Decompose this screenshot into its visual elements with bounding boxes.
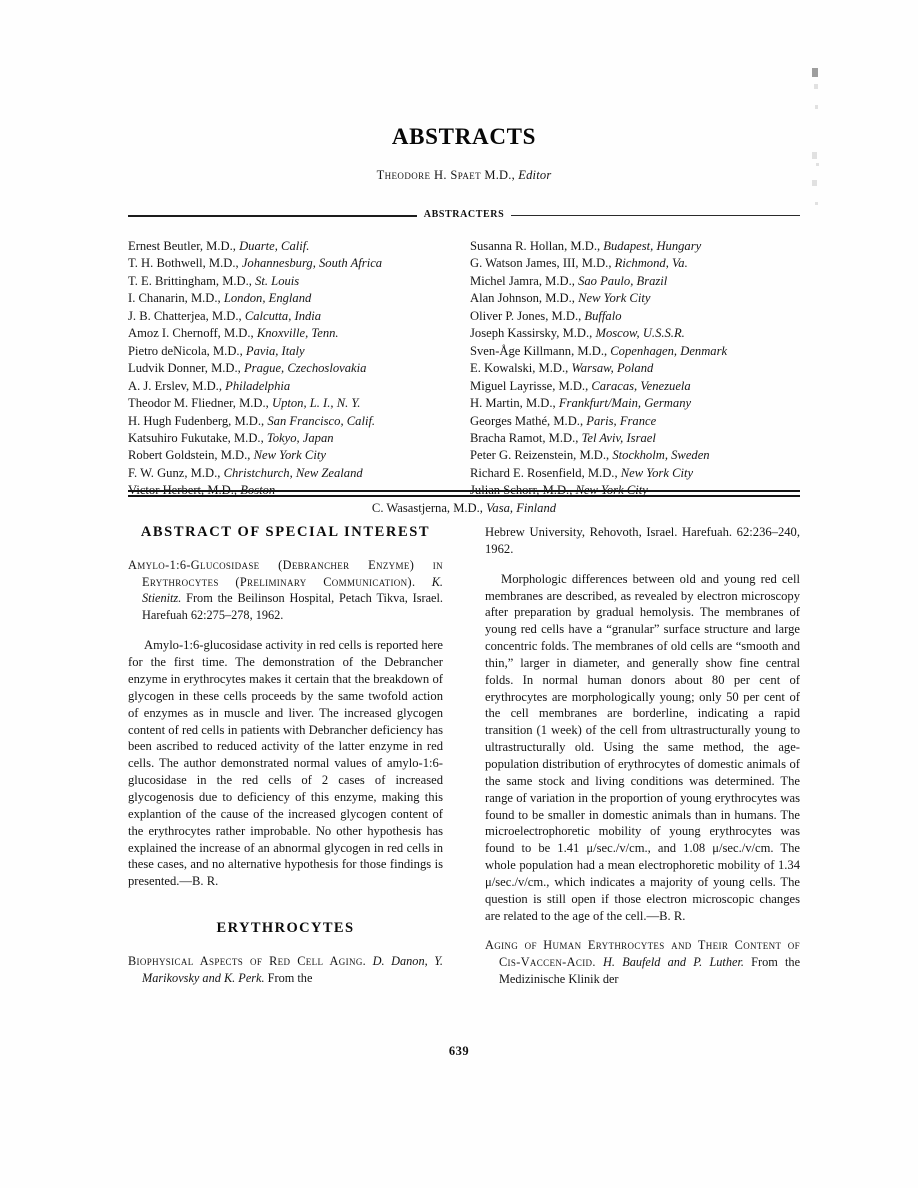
section-heading-special-interest: ABSTRACT OF SPECIAL INTEREST — [140, 524, 431, 540]
abstracter-name: Miguel Layrisse, M.D., — [470, 378, 592, 393]
abstracter-entry — [128, 238, 446, 255]
entry-authors: H. Baufeld and P. Luther. — [603, 955, 744, 969]
abstracter-entry — [128, 290, 446, 307]
abstracter-affiliation: Pavia, Italy — [245, 343, 305, 358]
abstract-entry-title-3 — [485, 937, 800, 987]
right-text-column — [485, 524, 800, 987]
abstracters-list — [128, 238, 800, 517]
abstracter-entry — [128, 255, 446, 272]
abstracter-affiliation: Duarte, Calif. — [239, 239, 310, 253]
scan-artifact — [816, 163, 819, 166]
abstracter-name: T. H. Bothwell, M.D., — [128, 256, 242, 271]
entry-title-caps: Biophysical Aspects of Red Cell Aging. — [128, 954, 367, 969]
scan-artifact — [814, 84, 818, 89]
abstracter-entry — [128, 343, 446, 360]
abstracter-entry — [470, 290, 800, 307]
abstracter-name: A. J. Erslev, M.D., — [128, 378, 226, 393]
abstracter-affiliation: Richmond, Va. — [614, 256, 688, 271]
abstracter-affiliation: Tokyo, Japan — [266, 430, 334, 445]
abstracter-affiliation: Christchurch, New Zealand — [223, 465, 363, 480]
editor-name: Theodore H. Spaet — [376, 168, 482, 182]
abstracter-affiliation: Paris, France — [586, 413, 657, 428]
body-columns — [128, 524, 800, 987]
abstracter-name: H. Martin, M.D., — [470, 396, 559, 411]
abstracter-entry — [128, 430, 446, 447]
abstracter-affiliation: New York City — [578, 291, 651, 306]
abstracters-label: ABSTRACTERS — [423, 209, 505, 220]
abstracter-affiliation: Prague, Czechoslovakia — [243, 361, 367, 376]
masthead — [128, 124, 800, 183]
abstracter-affiliation: Tel Aviv, Israel — [581, 430, 656, 445]
rule-left-segment — [128, 215, 417, 217]
abstracter-name: Susanna R. Hollan, M.D., — [470, 239, 604, 253]
abstracter-name: E. Kowalski, M.D., — [470, 361, 572, 376]
abstracter-name: Amoz I. Chernoff, M.D., — [128, 326, 257, 341]
entry-title-caps: Amylo-1:6-Glucosidase (Debrancher Enzyme) in Erythrocytes (Preliminary Communication). — [128, 558, 443, 589]
abstracter-entry — [128, 413, 446, 430]
abstracter-name: C. Wasastjerna, M.D., — [371, 500, 487, 515]
abstracter-name: H. Hugh Fudenberg, M.D., — [128, 413, 268, 428]
abstracter-entry — [128, 360, 446, 377]
abstracter-name: J. B. Chatterjea, M.D., — [128, 308, 245, 323]
abstracter-name: T. E. Brittingham, M.D., — [128, 273, 256, 288]
editor-degree: M.D., — [484, 168, 515, 182]
abstracter-name: Joseph Kassirsky, M.D., — [470, 326, 596, 341]
abstracter-affiliation: Calcutta, India — [244, 308, 322, 323]
abstracter-entry — [470, 430, 800, 447]
abstracter-affiliation: New York City — [620, 465, 694, 480]
abstracters-left-column — [128, 238, 446, 500]
abstracter-entry — [470, 465, 800, 482]
abstracter-entry — [128, 325, 446, 342]
abstracter-name: Georges Mathé, M.D., — [470, 413, 587, 428]
entry-authors: D. Danon, Y. Marikovsky and K. Perk. — [142, 954, 444, 985]
abstracter-entry — [128, 465, 446, 482]
abstracter-entry — [470, 413, 800, 430]
abstracter-name: Oliver P. Jones, M.D., — [470, 308, 585, 323]
section-heading-erythrocytes: ERYTHROCYTES — [216, 920, 355, 937]
continuation-text: Hebrew University, Rehovoth, Israel. Harefuah. 62:236–240, 1962. — [485, 525, 800, 556]
abstracter-affiliation: San Francisco, Calif. — [267, 413, 376, 428]
abstracter-affiliation: St. Louis — [255, 273, 300, 288]
abstracter-affiliation: Vasa, Finland — [486, 500, 557, 515]
abstracters-rule — [128, 210, 800, 221]
abstracter-entry — [470, 378, 800, 395]
abstracter-name: Alan Johnson, M.D., — [470, 291, 579, 306]
abstracter-entry — [470, 238, 800, 255]
double-rule-divider — [128, 490, 800, 497]
abstract-entry-title-1 — [128, 557, 443, 623]
abstracter-entry — [128, 395, 446, 412]
abstracter-entry — [470, 273, 800, 290]
editor-role: Editor — [518, 168, 552, 182]
abstracter-name: Bracha Ramot, M.D., — [470, 430, 582, 445]
scan-artifact — [812, 180, 817, 186]
abstract-body-1: Amylo-1:6-glucosidase activity in red cells is reported here for the first time. The demonstration of the Debrancher enzyme in erythrocytes makes it certain that the breakdown of glycogen in these cells proceeds by the same twofold action of enzymes as in muscle and liver. The increased glycogen content of red cells in patients with Debrancher deficiency has been ascribed to reduced activity of the latter enzyme in red cells. The author demonstrated normal values of amylo-1:6-glucosidase in the red cells of 2 cases of increased glycogenosis due to deficiency of this enzyme, making this explantion of the cause of the increased glycogen content of the erythrocytes rather improbable. No other hypothesis has explained the increase of an abnormal glycogen in red cells in these cases, and no alternative hypothesis for those findings is presented.—B. R. — [128, 638, 444, 889]
abstracter-affiliation: Johannesburg, South Africa — [241, 256, 383, 271]
abstracter-name: F. W. Gunz, M.D., — [128, 465, 224, 480]
abstracter-entry — [128, 273, 446, 290]
entry-source: From the — [267, 970, 313, 985]
abstracter-entry — [470, 447, 800, 464]
abstracter-affiliation: Frankfurt/Main, Germany — [558, 396, 692, 411]
abstracter-affiliation: New York City — [253, 448, 326, 463]
abstracter-name: G. Watson James, III, M.D., — [470, 256, 615, 271]
abstracter-entry — [470, 325, 800, 342]
abstracters-right-column — [470, 238, 800, 500]
abstracter-entry — [470, 255, 800, 272]
entry-title-caps: Aging of Human Erythrocytes and Their Content of Cis-Vaccen-Acid. — [485, 938, 800, 969]
abstracter-affiliation: Copenhagen, Denmark — [610, 343, 728, 358]
abstracter-affiliation: Sao Paulo, Brazil — [578, 273, 668, 288]
abstracter-entry — [470, 343, 800, 360]
abstracter-entry — [470, 308, 800, 325]
abstracter-name: Michel Jamra, M.D., — [470, 273, 579, 288]
abstracter-affiliation: Stockholm, Sweden — [612, 448, 710, 463]
abstracter-name: Richard E. Rosenfield, M.D., — [470, 465, 621, 480]
abstracter-name: Ernest Beutler, M.D., — [128, 239, 240, 253]
scan-artifact — [815, 105, 818, 109]
abstracter-name: Theodor M. Fliedner, M.D., — [128, 396, 272, 411]
scan-artifact — [812, 68, 818, 77]
abstracter-name: Sven-Åge Killmann, M.D., — [470, 343, 611, 358]
abstracter-entry — [470, 360, 800, 377]
abstracter-name: Robert Goldstein, M.D., — [128, 448, 254, 463]
abstracter-name: I. Chanarin, M.D., — [128, 291, 224, 306]
abstracter-affiliation: Moscow, U.S.S.R. — [595, 326, 685, 341]
abstracter-affiliation: Knoxville, Tenn. — [256, 326, 339, 341]
abstracter-affiliation: Caracas, Venezuela — [591, 378, 691, 393]
abstracter-entry — [128, 378, 446, 395]
abstracter-affiliation: Buffalo — [584, 308, 622, 323]
abstracter-affiliation: Philadelphia — [225, 378, 291, 393]
scan-artifact — [815, 202, 818, 205]
abstract-body-2: Morphologic differences between old and young red cell membranes are described, as revealed by electron microscopy after preparation by gradual hemolysis. The membranes of young red cells have a “granular” surface structure and large concentric folds. The membranes of old cells are “smooth and thin,” larger in diameter, and generally show fine central folds. In normal human donors about 80 per cent of erythrocytes are morphologically young; only 50 per cent of the cell membranes are borderline, indicating a rapid transition (1 week) of the cell from ultrastructurally young to ultrastructurally old. Using the same method, the age-population distribution of erythrocytes of domestic animals of the same stock and living conditions was determined. The range of variation in the proportion of young erythrocytes was found to be smaller in domestic animals than in humans. The microelectrophoretic mobility of young erythrocytes was found to be 1.41 μ/sec./v/cm., and 1.08 μ/sec./v/cm. The whole population had a mean electrophoretic mobility of 1.34 μ/sec./v/cm., which indicates a majority of young cells. The question is still open if those electron microscopic changes are related to the age of the cell.—B. R. — [485, 571, 800, 923]
abstracter-entry — [128, 447, 446, 464]
scan-artifact — [812, 152, 817, 159]
abstracter-affiliation: Budapest, Hungary — [603, 239, 702, 253]
abstracters-centered-entry — [128, 500, 800, 517]
abstracter-entry — [128, 308, 446, 325]
rule-right-segment — [511, 215, 800, 217]
abstracter-name: Pietro deNicola, M.D., — [128, 343, 246, 358]
abstracter-affiliation: London, England — [223, 291, 312, 306]
page-number: 639 — [448, 1044, 470, 1058]
abstract-entry-title-2 — [128, 953, 443, 986]
abstracter-name: Ludvik Donner, M.D., — [128, 361, 244, 376]
entry-authors: K. Stienitz. — [142, 574, 444, 606]
page-title: ABSTRACTS — [391, 124, 537, 149]
editor-line — [128, 168, 800, 183]
abstracter-name: Katsuhiro Fukutake, M.D., — [128, 430, 267, 445]
abstracter-entry — [470, 395, 800, 412]
abstracter-affiliation: Warsaw, Poland — [571, 361, 654, 376]
entry-source: From the Medizinische Klinik der — [499, 955, 801, 986]
left-text-column — [128, 524, 443, 987]
abstracter-name: Peter G. Reizenstein, M.D., — [470, 448, 613, 463]
abstracter-affiliation: Upton, L. I., N. Y. — [271, 396, 361, 411]
entry-source: From the Beilinson Hospital, Petach Tikva, Israel. Harefuah 62:275–278, 1962. — [142, 591, 443, 622]
